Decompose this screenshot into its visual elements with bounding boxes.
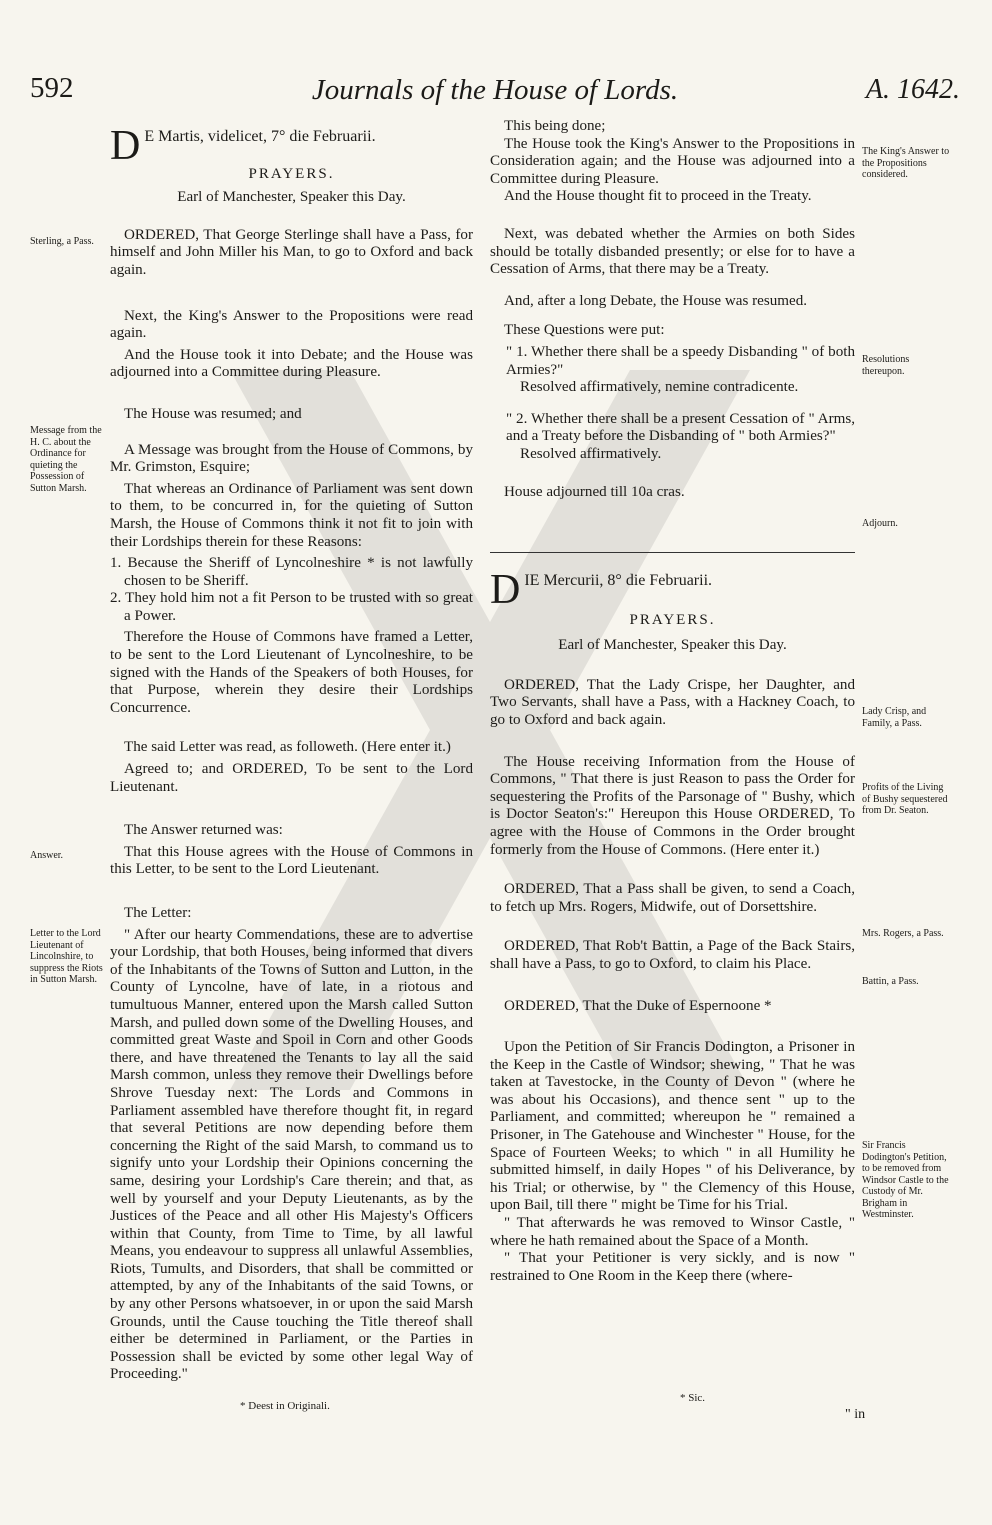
whereas-para: That whereas an Ordinance of Parliament was sent down to them, to be concurred in, for the quieting of Sutton Marsh, the House of Commons think it not fit to join with their Lordships therein for these Reasons: xyxy=(110,480,473,550)
battin-order: ORDERED, That Rob't Battin, a Page of the Back Stairs, shall have a Pass, to go to Oxford, to claim his Place. xyxy=(490,938,855,972)
adjourned-para: House adjourned till 10a cras. xyxy=(504,483,685,500)
crispe-order: ORDERED, That the Lady Crispe, her Daughter, and Two Servants, shall have a Pass, with a Hackney Coach, to go to Oxford and back again. xyxy=(490,676,855,728)
margin-note-crisp: Lady Crisp, and Family, a Pass. xyxy=(862,706,927,729)
this-done: This being done; xyxy=(504,118,606,134)
margin-note-profits: Profits of the Living of Bushy sequestered from Dr. Seaton. xyxy=(862,782,948,816)
footnote-right: * Sic. xyxy=(680,1392,706,1404)
rogers-order: ORDERED, That a Pass shall be given, to send a Coach, to fetch up Mrs. Rogers, Midwife, out of Dorsettshire. xyxy=(490,881,855,915)
journal-title: Journals of the House of Lords. xyxy=(311,74,679,106)
section-divider xyxy=(490,552,855,553)
took-answer: The House took the King's Answer to the Propositions in Consideration again; and the House was adjourned into a Committee during Pleasure. xyxy=(490,135,855,187)
petition-para: Upon the Petition of Sir Francis Dodington, a Prisoner in the Keep in the Castle of Windsor; shewing, " That he was taken at Tavestocke, in the County of Devon " (where he was about his Occasions), and thence sent " up to the Parliament, and committed; whereupon he " remained a Prisoner, in The Gatehouse and Winchester " House, for the Space of Fourteen Weeks; to which " in all Humility he submitted himself, in daily Hopes " of his Deliverance, by his Trial; or otherwise, by " the Clemency of this House, upon Bail, till there " might be Time for his Trial. xyxy=(490,1039,855,1214)
receiving-para: The House receiving Information from the House of Commons, " That there is just Reason to pass the Order for sequestering the Profits of the Parsonage of " Bushy, which is Doctor Seaton's:" Hereupon this House ORDERED, To agree with the House of Commons in the Order brought formerly from the House of Commons. (Here enter it.) xyxy=(490,753,855,858)
day-heading: E Martis, videlicet, 7° die Februarii. xyxy=(144,128,376,145)
the-letter-heading: The Letter: xyxy=(124,905,192,921)
catchword: " in xyxy=(845,1407,866,1422)
journal-year: A. 1642. xyxy=(865,74,960,105)
next-answer: Next, the King's Answer to the Propositions were read again. xyxy=(110,307,473,342)
sickly-para: " That your Petitioner is very sickly, and is now " restrained to One Room in the Keep there (where- xyxy=(490,1250,855,1284)
after-debate: And, after a long Debate, the House was resumed. xyxy=(504,292,808,309)
duke-order: ORDERED, That the Duke of Espernoone * xyxy=(504,997,772,1014)
margin-note-adjourn: Adjourn. xyxy=(862,518,898,529)
margin-note-message: Message from the H. C. about the Ordinance for quieting the Possession of Sutton Marsh. xyxy=(30,425,102,494)
question-1-resolution: Resolved affirmatively, nemine contradicente. xyxy=(520,379,799,396)
therefore-para: Therefore the House of Commons have framed a Letter, to be sent to the Lord Lieutenant of Lyncolneshire, to be signed with the Hands of the Speakers of both Houses, for that Purpose, wherein they desire their Lordships Concurrence. xyxy=(110,629,473,716)
proceed-para: And the House thought fit to proceed in the Treaty. xyxy=(504,188,812,205)
answer-returned: The Answer returned was: xyxy=(124,822,283,839)
speaker-line: Earl of Manchester, Speaker this Day. xyxy=(177,189,406,206)
reason-1: 1. Because the Sheriff of Lyncolneshire * is not lawfully chosen to be Sheriff. xyxy=(110,555,473,589)
question-2: " 2. Whether there shall be a present Cessation of " Arms, and a Treaty before the Disbanding of " both Armies?" xyxy=(506,410,855,445)
debated-para: Next, was debated whether the Armies on both Sides should be totally disbanded presently; or else for to have a Cessation of Arms, that there may be a Treaty. xyxy=(490,225,855,278)
margin-note-dodington: Sir Francis Dodington's Petition, to be removed from Windsor Castle to the Custody of Mr. Brigham in Westminster. xyxy=(862,1140,949,1220)
answer-text: That this House agrees with the House of Commons in this Letter, to be sent to the Lord Lieutenant. xyxy=(110,843,473,878)
page-number: 592 xyxy=(30,72,74,104)
margin-note-rogers: Mrs. Rogers, a Pass. xyxy=(862,928,944,939)
margin-note-resolutions: Resolutions thereupon. xyxy=(862,354,910,377)
margin-note-battin: Battin, a Pass. xyxy=(862,976,919,987)
afterwards-para: " That afterwards he was removed to Winsor Castle, " where he hath remained about the Space of a Month. xyxy=(490,1215,855,1249)
right-column-top xyxy=(490,118,855,501)
questions-para: These Questions were put: xyxy=(504,322,665,339)
message-para: A Message was brought from the House of Commons, by Mr. Grimston, Esquire; xyxy=(110,441,473,476)
left-column xyxy=(110,120,473,1384)
question-1: " 1. Whether there shall be a speedy Disbanding " of both Armies?" xyxy=(506,343,855,378)
margin-note-letter: Letter to the Lord Lieutenant of Lincolnshire, to suppress the Riots in Sutton Marsh. xyxy=(30,928,103,985)
prayers-heading: PRAYERS. xyxy=(248,165,335,182)
reason-2: 2. They hold him not a fit Person to be trusted with so great a Power. xyxy=(110,590,473,624)
letter-body: " After our hearty Commendations, these are to advertise your Lordship, that both Houses, being informed that divers of the Inhabitants of the Towns of Sutton and Lutton, in the County of Lyncolne, have of late, in a riotous and tumultuous Manner, entered upon the Marsh called Sutton Marsh, and pulled down some of the Dwelling Houses, and committed great Waste and Spoil in Corn and other Goods there, and have threatened the Tenants to lay all the said Marsh common, unless they remove their Dwellings before Shrove Tuesday next: The Lords and Commons in Parliament assembled have therefore thought fit, in regard that several Petitions are now depending before them concerning the Right of the said Marsh, to command us to signify unto your Lordship their Opinions concerning the same, desiring your Lordship's Care therein; and that, as well by yourself and your Deputy Lieutenants, as by the Justices of the Peace and all other His Majesty's Officers within that County, from Time to Time, by all lawful Means, you endeavour to suppress all unlawful Assemblies, Riots, Tumults, and Disorders, that shall be committed or attempted, by any of the Inhabitants of the said Towns, or by any other Persons whatsoever, in or upon the said Marsh Grounds, until the Cause touching the Title thereof shall either be determined in Parliament, or the Parties in Possession shall be evicted by some other legal Way of Proceeding." xyxy=(110,926,473,1383)
right-column-bottom xyxy=(490,567,855,1285)
sterling-order: ORDERED, That George Sterlinge shall have a Pass, for himself and John Miller his Man, to go to Oxford and back again. xyxy=(110,226,473,278)
margin-note-sterling: Sterling, a Pass. xyxy=(30,236,94,247)
speaker-line-2: Earl of Manchester, Speaker this Day. xyxy=(558,637,787,654)
drop-cap: D xyxy=(110,123,141,169)
question-2-resolution: Resolved affirmatively. xyxy=(520,445,662,462)
letter-read-para: The said Letter was read, as followeth. (Here enter it.) xyxy=(124,739,451,756)
day-heading-2: IE Mercurii, 8° die Februarii. xyxy=(524,572,713,589)
resumed-para: The House was resumed; and xyxy=(124,405,302,422)
drop-cap-2: D xyxy=(490,567,521,613)
margin-note-answer: Answer. xyxy=(30,850,64,861)
agreed-para: Agreed to; and ORDERED, To be sent to the Lord Lieutenant. xyxy=(110,761,473,795)
debate-para: And the House took it into Debate; and the House was adjourned into a Committee during Pleasure. xyxy=(110,346,473,381)
margin-note-kings-answer: The King's Answer to the Propositions considered. xyxy=(862,146,950,180)
page-header xyxy=(30,72,960,112)
footnote-left: * Deest in Originali. xyxy=(240,1400,330,1412)
prayers-heading-2: PRAYERS. xyxy=(629,611,716,628)
